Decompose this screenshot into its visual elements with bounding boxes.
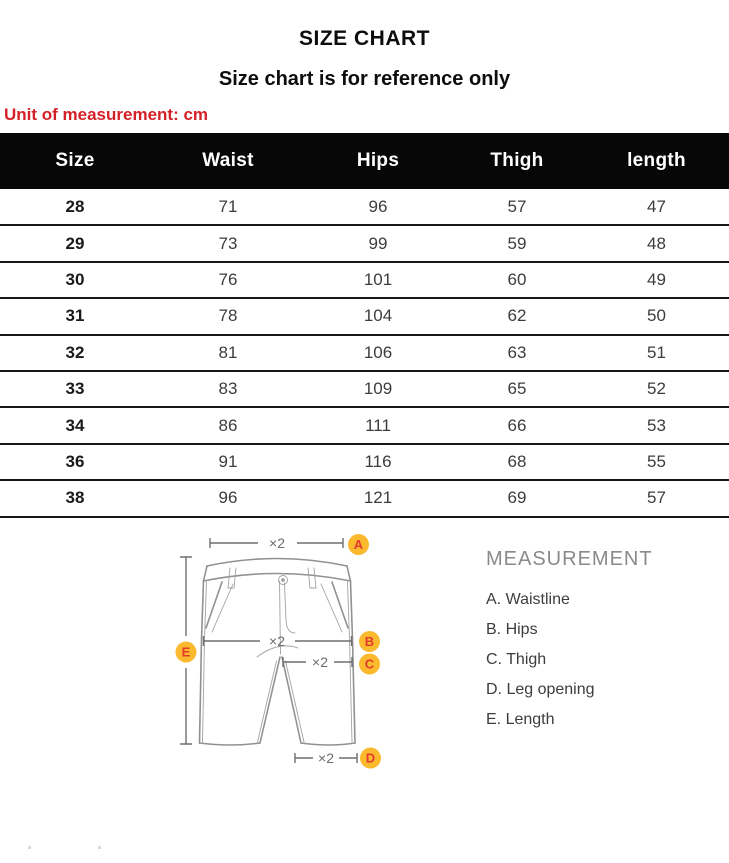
badge-b — [359, 631, 380, 652]
cell-length: 57 — [584, 480, 729, 516]
legend-item-hips: B. Hips — [486, 620, 538, 638]
col-header-length: length — [584, 133, 729, 189]
cell-hips: 121 — [306, 480, 450, 516]
cell-hips: 104 — [306, 298, 450, 334]
svg-text:E: E — [181, 644, 191, 660]
table-header-row — [0, 133, 729, 189]
times-two-label-hips: ×2 — [269, 632, 285, 649]
legend-list — [486, 585, 706, 735]
bottom-left-artifact — [28, 846, 31, 849]
cell-thigh: 65 — [450, 371, 584, 407]
badge-c — [359, 653, 380, 674]
cell-waist: 83 — [150, 371, 306, 407]
leg-opening-dimension-line — [295, 750, 357, 766]
svg-text:D: D — [365, 750, 376, 766]
cell-size: 29 — [0, 225, 150, 261]
table-row — [0, 407, 729, 443]
cell-hips: 99 — [306, 225, 450, 261]
cell-thigh: 57 — [450, 189, 584, 225]
cell-length: 50 — [584, 298, 729, 334]
thigh-dimension-line — [283, 654, 352, 670]
table-row — [0, 480, 729, 516]
cell-size: 28 — [0, 189, 150, 225]
svg-text:A: A — [353, 536, 364, 552]
cell-hips: 101 — [306, 262, 450, 298]
badge-a — [348, 534, 369, 555]
cell-waist: 91 — [150, 444, 306, 480]
cell-thigh: 68 — [450, 444, 584, 480]
cell-thigh: 66 — [450, 407, 584, 443]
cell-waist: 71 — [150, 189, 306, 225]
cell-waist: 86 — [150, 407, 306, 443]
unit-note: Unit of measurement: cm — [4, 105, 209, 124]
legend-item-length: E. Length — [486, 710, 555, 728]
cell-length: 51 — [584, 335, 729, 371]
page-title: SIZE CHART — [299, 27, 430, 50]
col-header-thigh: Thigh — [450, 133, 584, 189]
cell-size: 33 — [0, 371, 150, 407]
cell-waist: 96 — [150, 480, 306, 516]
cell-hips: 116 — [306, 444, 450, 480]
waist-dimension-line — [210, 535, 343, 551]
hips-dimension-line — [204, 633, 352, 649]
measurement-diagram-section — [0, 518, 729, 843]
col-header-waist: Waist — [150, 133, 306, 189]
cell-length: 52 — [584, 371, 729, 407]
measurement-legend — [486, 548, 706, 735]
cell-waist: 78 — [150, 298, 306, 334]
cell-size: 34 — [0, 407, 150, 443]
cell-hips: 96 — [306, 189, 450, 225]
table-row — [0, 444, 729, 480]
cell-length: 55 — [584, 444, 729, 480]
table-row — [0, 335, 729, 371]
cell-thigh: 62 — [450, 298, 584, 334]
badge-d — [360, 747, 381, 768]
cell-length: 48 — [584, 225, 729, 261]
cell-size: 36 — [0, 444, 150, 480]
cell-size: 31 — [0, 298, 150, 334]
table-row — [0, 225, 729, 261]
size-chart-table — [0, 133, 729, 518]
page-subtitle: Size chart is for reference only — [218, 68, 511, 90]
table-row — [0, 371, 729, 407]
cell-waist: 73 — [150, 225, 306, 261]
times-two-label-leg-opening: ×2 — [318, 749, 334, 766]
legend-title: MEASUREMENT — [486, 547, 653, 570]
cell-thigh: 60 — [450, 262, 584, 298]
svg-text:C: C — [364, 656, 375, 672]
cell-size: 38 — [0, 480, 150, 516]
shorts-outline-drawing — [200, 558, 356, 745]
cell-thigh: 63 — [450, 335, 584, 371]
svg-text:B: B — [364, 633, 375, 649]
cell-hips: 106 — [306, 335, 450, 371]
times-two-label-thigh: ×2 — [312, 653, 328, 670]
table-row — [0, 262, 729, 298]
cell-waist: 81 — [150, 335, 306, 371]
cell-length: 53 — [584, 407, 729, 443]
col-header-size: Size — [0, 133, 150, 189]
badge-e — [176, 641, 197, 662]
cell-length: 47 — [584, 189, 729, 225]
cell-thigh: 69 — [450, 480, 584, 516]
times-two-label-waist: ×2 — [269, 534, 285, 551]
cell-size: 30 — [0, 262, 150, 298]
cell-thigh: 59 — [450, 225, 584, 261]
legend-item-thigh: C. Thigh — [486, 650, 547, 668]
table-row — [0, 189, 729, 225]
cell-hips: 109 — [306, 371, 450, 407]
cell-waist: 76 — [150, 262, 306, 298]
cell-size: 32 — [0, 335, 150, 371]
col-header-hips: Hips — [306, 133, 450, 189]
table-row — [0, 298, 729, 334]
legend-item-leg-opening: D. Leg opening — [486, 680, 595, 698]
cell-length: 49 — [584, 262, 729, 298]
legend-item-waistline: A. Waistline — [486, 590, 570, 608]
cell-hips: 111 — [306, 407, 450, 443]
